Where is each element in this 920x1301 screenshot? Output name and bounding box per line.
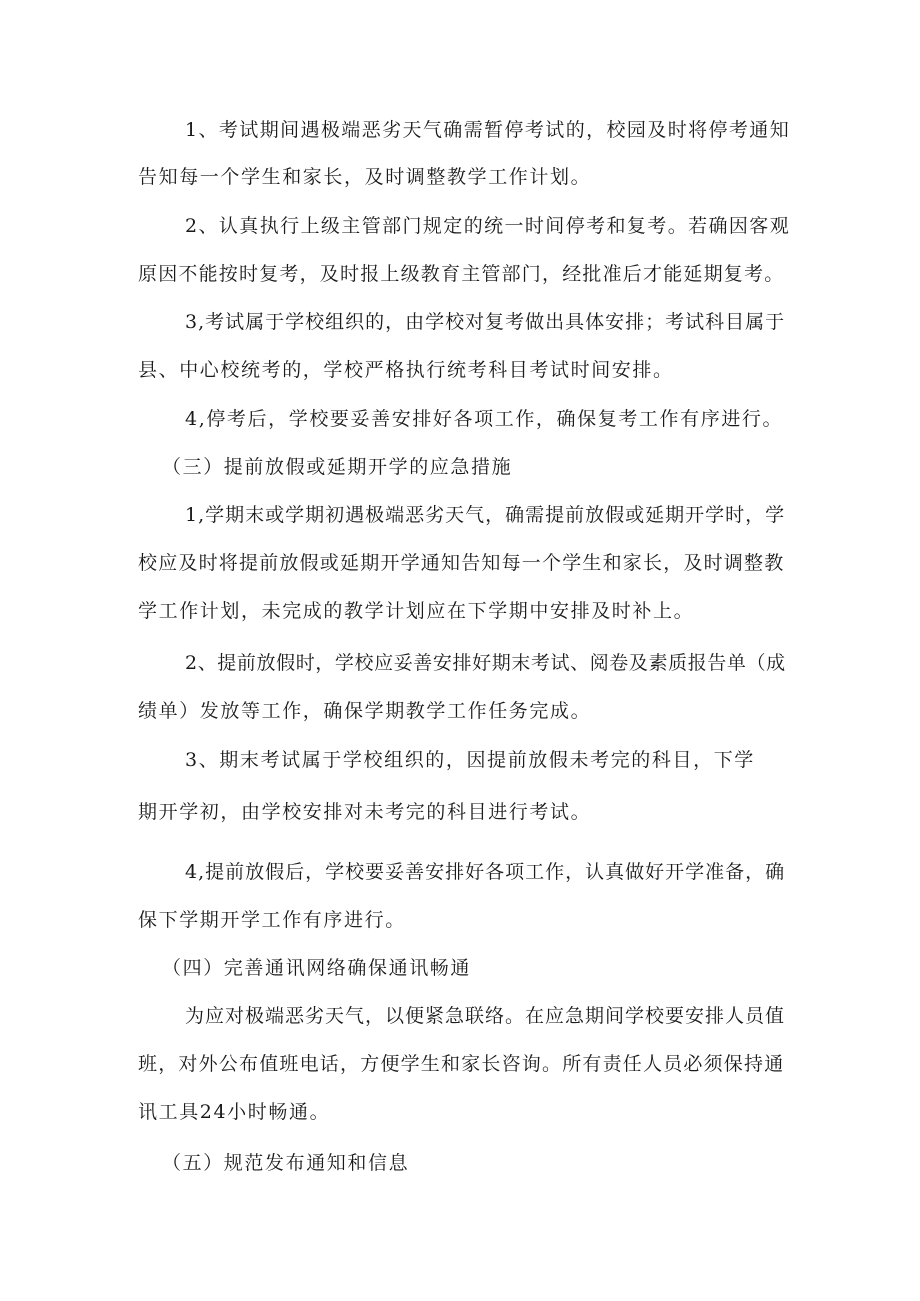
paragraph-6-line-1: 2、提前放假时，学校应妥善安排好期末考试、阅卷及素质报告单（成	[185, 652, 786, 674]
paragraph-9-line-3: 讯工具24小时畅通。	[138, 1101, 331, 1123]
paragraph-5-line-2: 校应及时将提前放假或延期开学通知告知每一个学生和家长，及时调整教	[138, 552, 785, 574]
section-heading-5: （五）规范发布通知和信息	[162, 1152, 410, 1174]
paragraph-9-line-2: 班，对外公布值班电话，方便学生和家长咨询。所有责任人员必须保持通	[138, 1053, 785, 1075]
paragraph-1-line-1: 1、考试期间遇极端恶劣天气确需暂停考试的，校园及时将停考通知	[185, 119, 791, 141]
paragraph-8-line-1: 4,提前放假后，学校要妥善安排好各项工作，认真做好开学准备，确	[185, 861, 786, 883]
paragraph-7-line-2: 期开学初，由学校安排对未考完的科目进行考试。	[138, 801, 592, 823]
paragraph-3-line-2: 县、中心校统考的，学校严格执行统考科目考试时间安排。	[138, 359, 674, 381]
paragraph-4-line-1: 4,停考后，学校要妥善安排好各项工作，确保复考工作有序进行。	[185, 408, 784, 430]
paragraph-2-line-2: 原因不能按时复考，及时报上级教育主管部门，经批准后才能延期复考。	[138, 263, 785, 285]
paragraph-2-line-1: 2、认真执行上级主管部门规定的统一时间停考和复考。若确因客观	[185, 215, 791, 237]
paragraph-9-line-1: 为应对极端恶劣天气，以便紧急联络。在应急期间学校要安排人员值	[185, 1005, 786, 1027]
paragraph-1-line-2: 告知每一个学生和家长，及时调整教学工作计划。	[138, 166, 592, 188]
paragraph-7-line-1: 3、期末考试属于学校组织的，因提前放假未考完的科目，下学	[185, 749, 755, 771]
section-heading-4: （四）完善通讯网络确保通讯畅通	[162, 957, 472, 979]
paragraph-5-line-1: 1,学期末或学期初遇极端恶劣天气，确需提前放假或延期开学时，学	[185, 504, 786, 526]
paragraph-6-line-2: 绩单）发放等工作，确保学期教学工作任务完成。	[138, 700, 592, 722]
section-heading-3: （三）提前放假或延期开学的应急措施	[162, 456, 513, 478]
paragraph-3-line-1: 3,考试属于学校组织的，由学校对复考做出具体安排；考试科目属于	[185, 311, 786, 333]
paragraph-5-line-3: 学工作计划，未完成的教学计划应在下学期中安排及时补上。	[138, 600, 695, 622]
paragraph-8-line-2: 保下学期开学工作有序进行。	[138, 909, 406, 931]
